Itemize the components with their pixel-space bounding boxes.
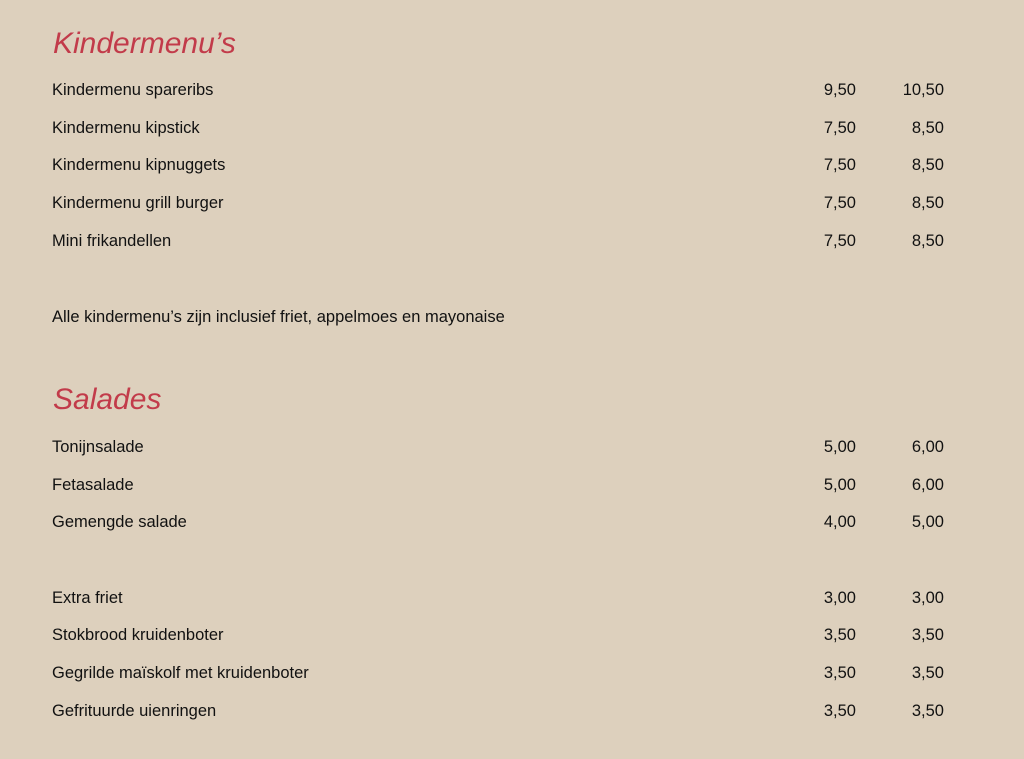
menu-item-price-small: 3,50 bbox=[823, 702, 856, 720]
menu-item-price-large: 3,50 bbox=[911, 664, 944, 682]
menu-item-name: Extra friet bbox=[52, 589, 123, 607]
menu-item-row bbox=[52, 661, 944, 685]
menu-item-row bbox=[52, 699, 944, 723]
menu-item-price-small: 7,50 bbox=[823, 194, 856, 212]
menu-item-price-small: 5,00 bbox=[823, 438, 856, 456]
menu-item-name: Kindermenu grill burger bbox=[52, 194, 224, 212]
menu-item-price-large: 8,50 bbox=[911, 232, 944, 250]
menu-item-name: Kindermenu kipnuggets bbox=[52, 156, 226, 174]
section-title-kindermenus: Kindermenu’s bbox=[53, 27, 236, 60]
menu-item-name: Kindermenu spareribs bbox=[52, 81, 214, 99]
menu-item-row bbox=[52, 116, 944, 140]
menu-item-price-large: 8,50 bbox=[911, 156, 944, 174]
menu-item-name: Mini frikandellen bbox=[52, 232, 172, 250]
menu-item-price-large: 3,50 bbox=[911, 626, 944, 644]
menu-item-price-large: 5,00 bbox=[911, 513, 944, 531]
menu-item-name: Gegrilde maïskolf met kruidenboter bbox=[52, 664, 309, 682]
menu-item-price-small: 7,50 bbox=[823, 156, 856, 174]
menu-item-price-small: 7,50 bbox=[823, 232, 856, 250]
menu-item-row bbox=[52, 78, 944, 102]
menu-item-price-large: 6,00 bbox=[911, 438, 944, 456]
menu-item-name: Kindermenu kipstick bbox=[52, 119, 200, 137]
section-title-salades: Salades bbox=[53, 383, 162, 416]
menu-item-name: Fetasalade bbox=[52, 476, 134, 494]
menu-item-row bbox=[52, 623, 944, 647]
menu-item-row bbox=[52, 435, 944, 459]
menu-item-price-small: 9,50 bbox=[823, 81, 856, 99]
menu-item-price-small: 7,50 bbox=[823, 119, 856, 137]
menu-item-name: Tonijnsalade bbox=[52, 438, 144, 456]
menu-item-price-large: 3,50 bbox=[911, 702, 944, 720]
menu-item-name: Stokbrood kruidenboter bbox=[52, 626, 224, 644]
menu-item-price-small: 4,00 bbox=[823, 513, 856, 531]
menu-item-price-large: 8,50 bbox=[911, 119, 944, 137]
menu-item-name: Gemengde salade bbox=[52, 513, 187, 531]
menu-item-name: Gefrituurde uienringen bbox=[52, 702, 217, 720]
menu-item-price-large: 6,00 bbox=[911, 476, 944, 494]
kindermenus-note: Alle kindermenu’s zijn inclusief friet, appelmoes en mayonaise bbox=[52, 308, 505, 326]
menu-item-row bbox=[52, 586, 944, 610]
menu-item-row bbox=[52, 229, 944, 253]
menu-item-price-small: 3,00 bbox=[823, 589, 856, 607]
menu-item-price-large: 8,50 bbox=[911, 194, 944, 212]
menu-item-price-large: 10,50 bbox=[902, 81, 944, 99]
menu-item-row bbox=[52, 473, 944, 497]
menu-item-price-small: 3,50 bbox=[823, 626, 856, 644]
menu-item-price-small: 3,50 bbox=[823, 664, 856, 682]
menu-item-price-small: 5,00 bbox=[823, 476, 856, 494]
menu-item-row bbox=[52, 191, 944, 215]
menu-item-row bbox=[52, 153, 944, 177]
menu-item-price-large: 3,00 bbox=[911, 589, 944, 607]
menu-item-row bbox=[52, 510, 944, 534]
